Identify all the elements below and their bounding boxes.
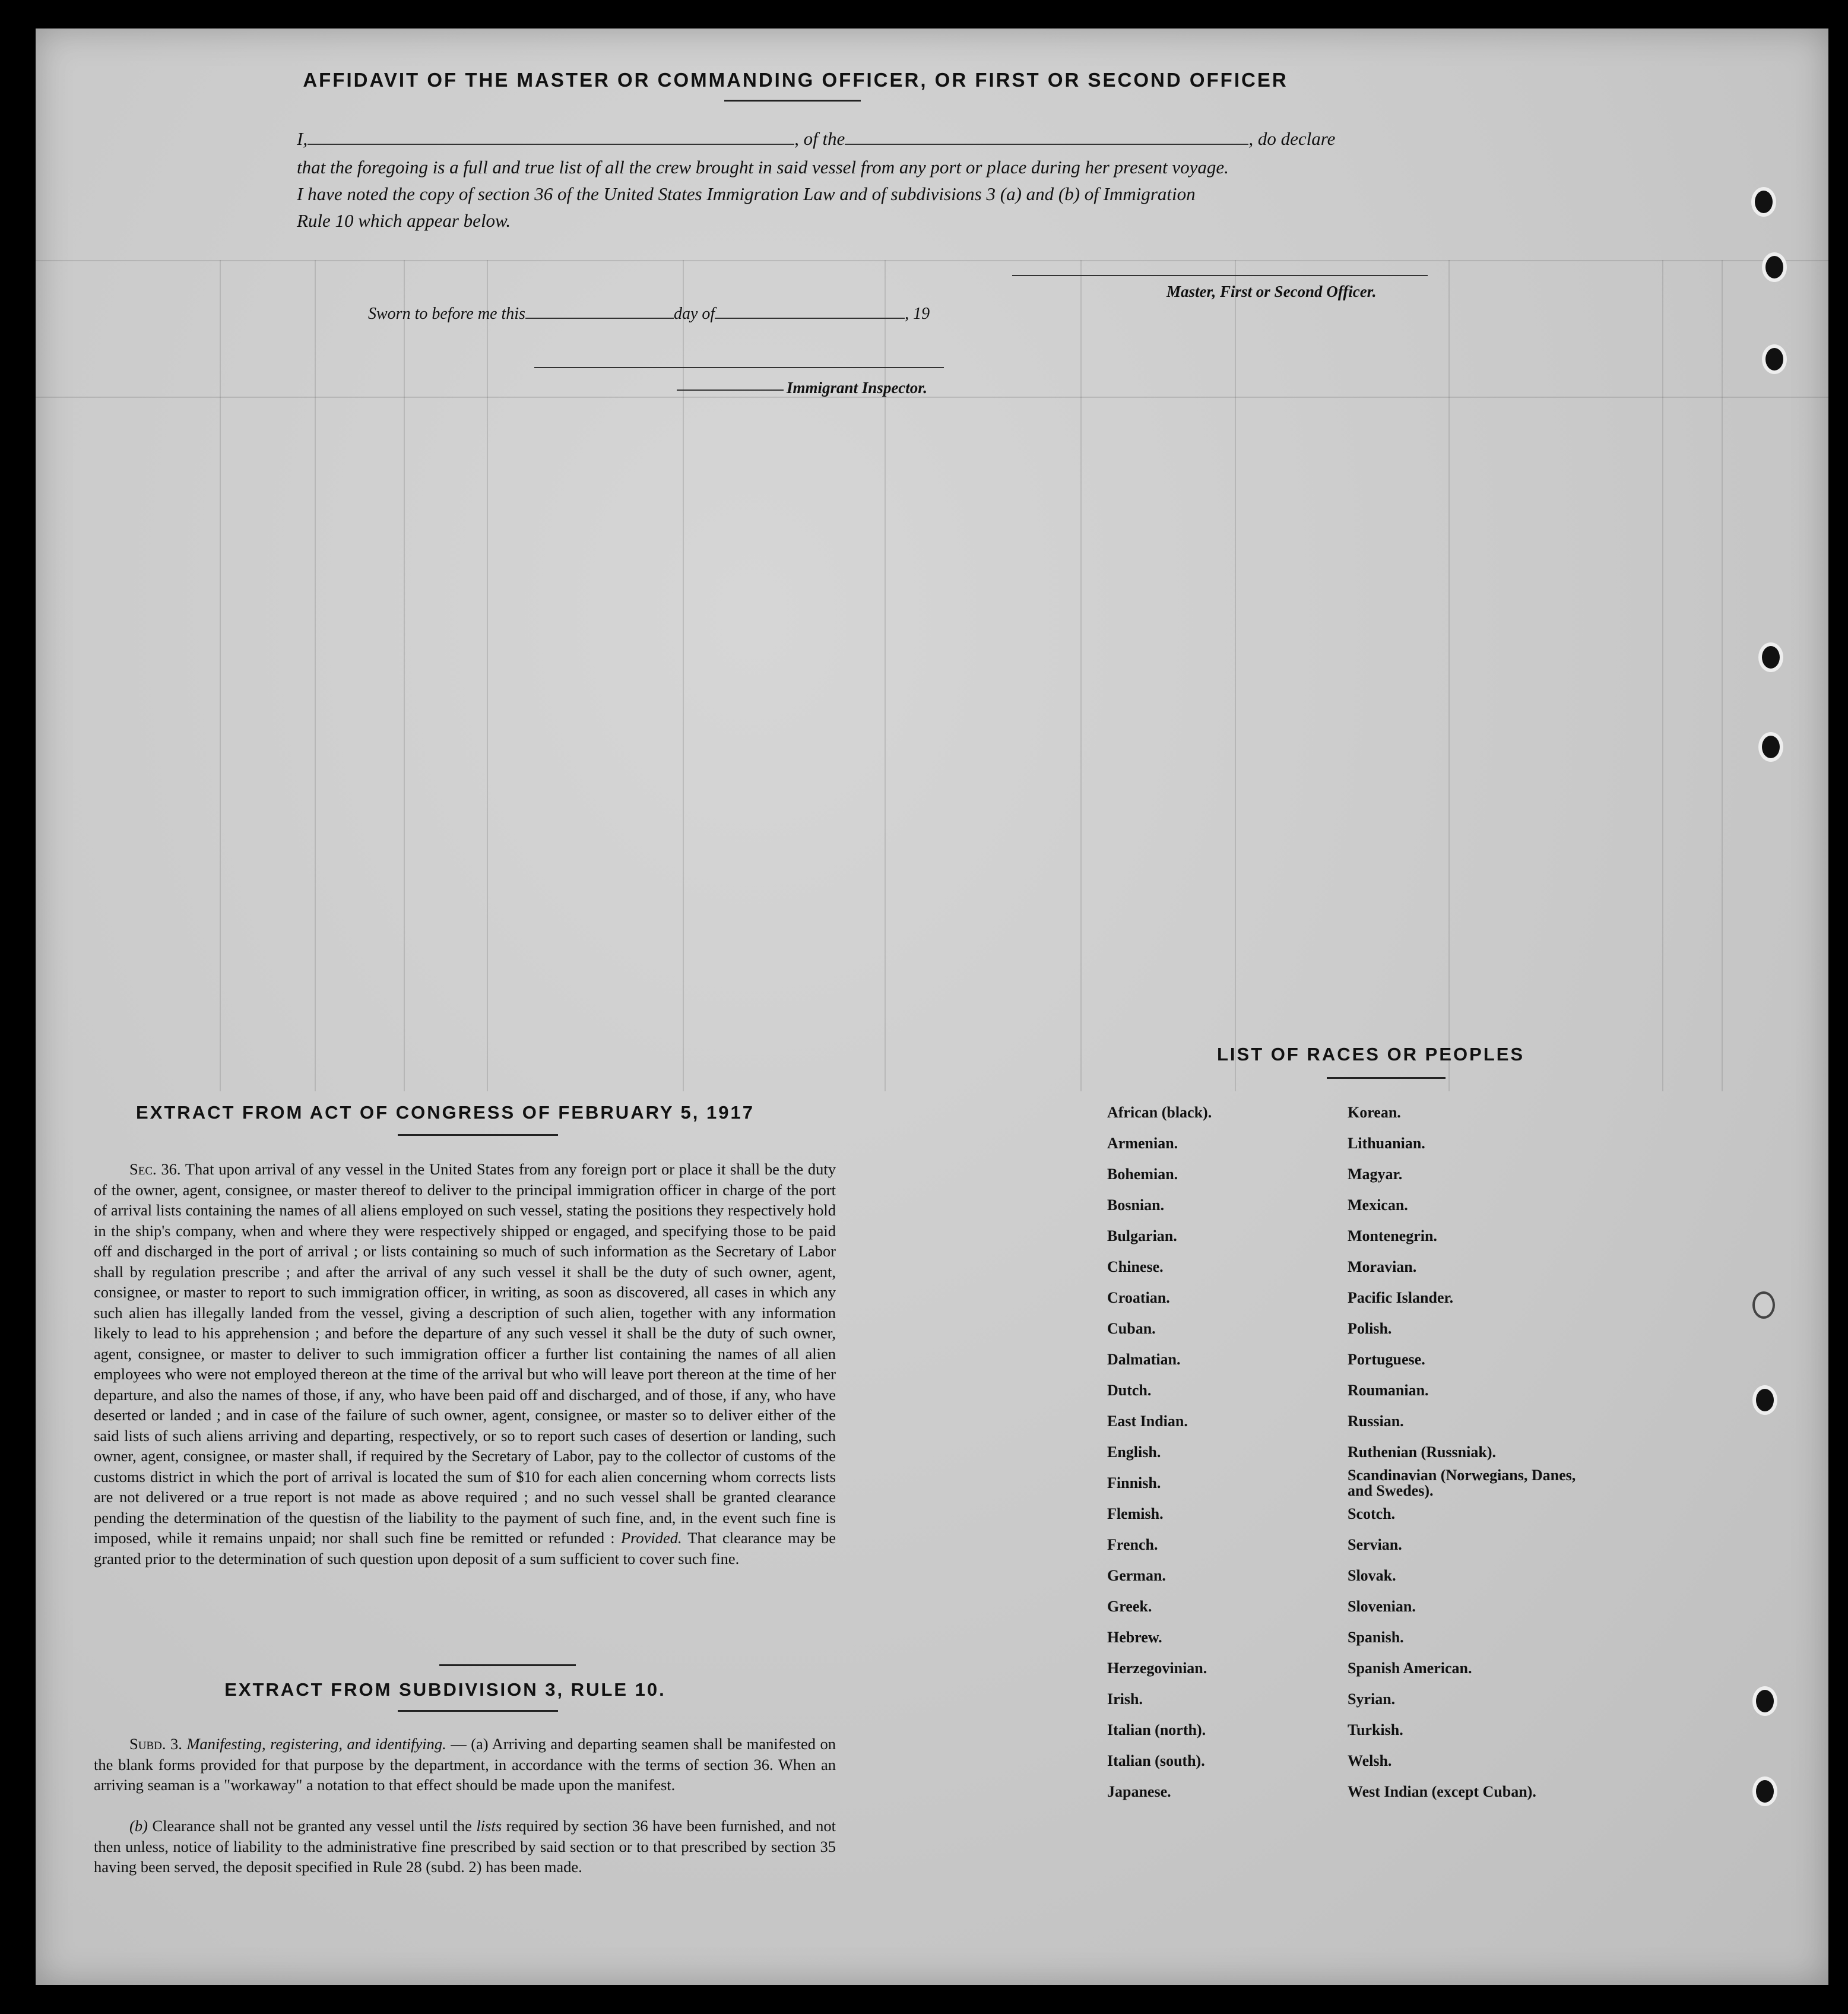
inspector-signature-line[interactable] [534, 367, 944, 368]
race-item: Roumanian. [1348, 1382, 1429, 1399]
name-blank[interactable] [308, 144, 794, 145]
race-item: Bohemian. [1107, 1166, 1178, 1183]
race-item: Servian. [1348, 1536, 1402, 1553]
ghost-rule [1080, 260, 1082, 1091]
inspector-caption: Immigrant Inspector. [787, 379, 928, 397]
race-item: Bosnian. [1107, 1196, 1165, 1214]
i-label: I, [297, 128, 308, 149]
race-item: Scotch. [1348, 1505, 1396, 1522]
do-declare-label: , do declare [1248, 128, 1336, 149]
subdivision-3a-text [94, 1734, 836, 1796]
race-item: Syrian. [1348, 1690, 1396, 1708]
race-item: Lithuanian. [1348, 1135, 1425, 1152]
para-b-1: Clearance shall not be granted any vessel until the [152, 1817, 472, 1835]
race-item: Japanese. [1107, 1783, 1171, 1800]
race-item: Welsh. [1348, 1752, 1392, 1769]
ghost-rule [1235, 260, 1236, 1091]
declaration-line-4: Rule 10 which appear below. [297, 210, 511, 231]
race-item: Cuban. [1107, 1320, 1156, 1337]
ghost-rule [487, 260, 488, 1091]
races-title-underline [1327, 1077, 1446, 1079]
race-item: Magyar. [1348, 1166, 1403, 1183]
act-title-underline [398, 1134, 558, 1136]
race-item: Spanish. [1348, 1629, 1404, 1646]
provided-word: Provided. [620, 1529, 682, 1547]
para-b-2: required by section 36 have been furnished, and not then unless, notice of liability to the administrative fine prescribed by said section or to that prescribed by section 35 having been served, the deposit specified in Rule 28 (subd. 2) has been made. [94, 1817, 836, 1876]
race-item: Dalmatian. [1107, 1351, 1181, 1368]
race-item: Turkish. [1348, 1721, 1403, 1738]
race-item: Chinese. [1107, 1258, 1164, 1275]
race-item: Greek. [1107, 1598, 1152, 1615]
race-item: West Indian (except Cuban). [1348, 1783, 1536, 1800]
affidavit-title: AFFIDAVIT OF THE MASTER OR COMMANDING OFFICER, OR FIRST OR SECOND OFFICER [303, 69, 1288, 91]
race-item: East Indian. [1107, 1413, 1188, 1430]
race-item: Dutch. [1107, 1382, 1152, 1399]
declaration-line-1 [297, 126, 1454, 151]
ghost-rule [36, 397, 1828, 398]
binder-hole [1758, 642, 1783, 672]
races-title: LIST OF RACES OR PEOPLES [1217, 1044, 1525, 1065]
ghost-rule [220, 260, 221, 1091]
rule-title-underline [398, 1710, 558, 1712]
race-item: Montenegrin. [1348, 1227, 1437, 1244]
race-item: French. [1107, 1536, 1158, 1553]
ghost-rule [1662, 260, 1663, 1091]
sworn-day-blank[interactable] [525, 318, 674, 319]
binder-hole [1752, 1385, 1777, 1415]
ghost-rule [683, 260, 684, 1091]
binder-hole [1752, 1686, 1777, 1716]
binder-hole [1751, 187, 1776, 217]
sworn-line [368, 302, 1080, 327]
sworn-month-blank[interactable] [715, 318, 905, 319]
binder-hole [1758, 732, 1783, 762]
section-36-text [94, 1159, 836, 1569]
sec-label: Sec. 36. [129, 1160, 181, 1178]
race-item: English. [1107, 1443, 1161, 1461]
sworn-prefix: Sworn to before me this [368, 305, 525, 323]
binder-hole [1752, 1291, 1775, 1319]
race-item: Mexican. [1348, 1196, 1408, 1214]
race-item: Armenian. [1107, 1135, 1178, 1152]
race-item: Flemish. [1107, 1505, 1164, 1522]
vessel-blank[interactable] [845, 144, 1248, 145]
race-item: Spanish American. [1348, 1660, 1472, 1677]
race-item: Italian (north). [1107, 1721, 1206, 1738]
of-the-label: , of the [794, 128, 845, 149]
para-a: — (a) Arriving and departing seamen shall be manifested on the blank forms provided for that purpose by the department, in accordance with the terms of section 36. When an arriving seaman is a "workaway" a notation to that effect should be made upon the manifest. [94, 1735, 836, 1794]
declaration-line-3: I have noted the copy of section 36 of the United States Immigration Law and of subdivisions 3 (a) and (b) of Immigration [297, 183, 1196, 204]
binder-hole [1762, 252, 1787, 282]
race-item: Hebrew. [1107, 1629, 1162, 1646]
race-item: Polish. [1348, 1320, 1392, 1337]
race-item: Moravian. [1348, 1258, 1417, 1275]
race-item: Herzegovinian. [1107, 1660, 1207, 1677]
race-item: Korean. [1348, 1104, 1401, 1121]
race-item: Portuguese. [1348, 1351, 1425, 1368]
master-signature-line[interactable] [1012, 275, 1428, 276]
ghost-rule [1722, 260, 1723, 1091]
races-column-2 [1348, 1097, 1597, 1807]
title-underline [724, 100, 861, 102]
race-item: Slovak. [1348, 1567, 1396, 1584]
binder-hole [1762, 344, 1787, 374]
race-item: German. [1107, 1567, 1166, 1584]
year-label: , 19 [905, 305, 930, 323]
race-item: Russian. [1348, 1413, 1404, 1430]
day-of-label: day of [673, 305, 715, 323]
ghost-rule [315, 260, 316, 1091]
para-b-label: (b) [129, 1817, 148, 1835]
separator-rule [439, 1664, 576, 1666]
section-36-body: That upon arrival of any vessel in the United States from any foreign port or place it shall be the duty of the owner, agent, consignee, or master thereof to deliver to the principal immigration officer in charge of the port of arrival lists containing the names of all aliens employed on such vessel, stating the positions they respectively hold in the ship's company, when and where they were respectively shipped or engaged, and specifying those to be paid off and discharged in the port of arrival ; or lists containing so much of such information as the Secretary of Labor shall by regulation prescribe ; and after the arrival of any such vessel it shall be the duty of such owner, agent, consignee, or master to report to such immigration officer, in writing, as soon as discovered, all cases in which any such alien has illegally landed from the vessel, giving a description of such alien, together with any information likely to lead to his apprehension ; and before the departure of any such vessel it shall be the duty of such owner, agent, consignee, or master to deliver to such immigration officer a further list containing the names of all alien employees who were not employed thereon at the time of the arrival but who will leave port thereon at the time of her departure, and also the names of those, if any, who have been paid off and discharged, and of those, if any, who have deserted or landed ; and in case of the failure of such owner, agent, consignee, or master so to deliver either of the said lists of such aliens arriving and departing, respectively, or so to report such cases of desertion or landing, such owner, agent, consignee, or master shall, if required by the Secretary of Labor, pay to the collector of customs of the customs district in which the port of arrival is located the sum of $10 for each alien concerning whom corrects lists are not delivered or a true report is not made as above required ; and no such vessel shall be granted clearance pending the determination of the questisn of the liability to the payment of such fine, and, in the event such fine is imposed, while it remains unpaid; nor shall such fine be remitted or refunded : [94, 1160, 836, 1547]
race-item: Croatian. [1107, 1289, 1170, 1306]
race-item: Slovenian. [1348, 1598, 1416, 1615]
race-item: Bulgarian. [1107, 1227, 1177, 1244]
subd-label: Subd. 3. [129, 1735, 182, 1753]
race-item: Ruthenian (Russniak). [1348, 1443, 1496, 1461]
race-item: African (black). [1107, 1104, 1212, 1121]
race-item: Pacific Islander. [1348, 1289, 1454, 1306]
subdivision-3b-text [94, 1816, 836, 1877]
rule-extract-title: EXTRACT FROM SUBDIVISION 3, RULE 10. [224, 1679, 666, 1700]
section-36-end: That clearance may be granted prior to the determination of such question upon deposit of a sum sufficient to cover such fine. [94, 1529, 836, 1568]
binder-hole [1752, 1776, 1777, 1806]
inspector-short-line [677, 390, 784, 391]
race-item: Irish. [1107, 1690, 1143, 1708]
ghost-rule [404, 260, 405, 1091]
race-item: Italian (south). [1107, 1752, 1205, 1769]
master-caption: Master, First or Second Officer. [1167, 283, 1377, 300]
act-extract-title: EXTRACT FROM ACT OF CONGRESS OF FEBRUARY 5, 1917 [136, 1102, 755, 1123]
race-item: Scandinavian (Norwegians, Danes, and Swedes). [1348, 1467, 1576, 1499]
manifest-back-page [36, 28, 1828, 1985]
ghost-rule [36, 260, 1828, 261]
races-column-1 [1107, 1097, 1212, 1807]
race-item: Finnish. [1107, 1474, 1161, 1492]
subd-heading: Manifesting, registering, and identifying. [186, 1735, 446, 1753]
para-b-lists: lists [476, 1817, 502, 1835]
declaration-line-2: that the foregoing is a full and true list of all the crew brought in said vessel from any port or place during her present voyage. [297, 157, 1229, 178]
ghost-rule [1448, 260, 1450, 1091]
